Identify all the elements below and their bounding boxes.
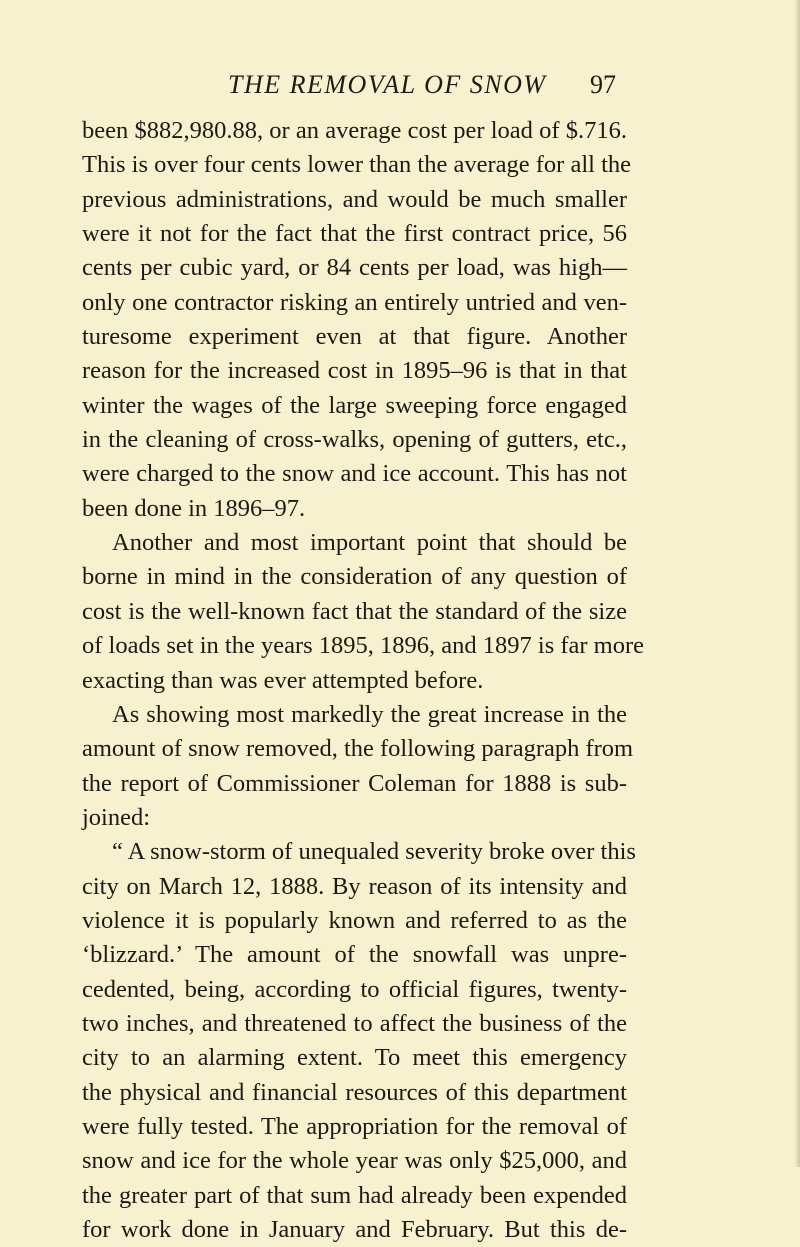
text-line: This is over four cents lower than the average for all the (82, 151, 632, 179)
text-line: were it not for the fact that the first contract price, 56 (82, 220, 627, 248)
text-line: Another and most important point that should be (112, 529, 627, 557)
paragraph (82, 835, 636, 1247)
text-line: snow and ice for the whole year was only $25,000, and (82, 1147, 627, 1175)
text-line: ‘blizzard.’ The amount of the snowfall was unpre- (82, 941, 627, 969)
text-line: “ A snow-storm of unequaled severity broke over this (112, 838, 636, 866)
text-line: winter the wages of the large sweeping force engaged (82, 391, 627, 419)
running-title: THE REMOVAL OF SNOW (228, 70, 547, 99)
text-line: for work done in January and February. But this de- (82, 1216, 627, 1243)
text-line: amount of snow removed, the following paragraph from (82, 735, 634, 763)
paragraph (82, 698, 634, 835)
page-edge (794, 0, 800, 1167)
page-number: 97 (590, 70, 616, 99)
text-line: reason for the increased cost in 1895–96 is that in that (82, 357, 627, 385)
text-line: cedented, being, according to official figures, twenty- (82, 975, 627, 1003)
text-line: exacting than was ever attempted before. (82, 666, 484, 694)
text-line: only one contractor risking an entirely untried and ven- (82, 288, 627, 316)
text-line: were fully tested. The appropriation for the removal of (82, 1112, 627, 1140)
text-line: the report of Commissioner Coleman for 1888 is sub- (82, 769, 627, 797)
paragraph (82, 526, 645, 698)
text-line: the greater part of that sum had already been expended (82, 1181, 627, 1209)
text-line: two inches, and threatened to affect the business of the (82, 1009, 627, 1037)
text-line: in the cleaning of cross-walks, opening of gutters, etc., (82, 426, 627, 454)
text-line: As showing most markedly the great increase in the (112, 700, 627, 728)
text-line: been $882,980.88, or an average cost per load of $.716. (82, 117, 627, 144)
running-head (0, 70, 800, 106)
body-text (82, 114, 645, 1247)
paragraph (82, 114, 632, 526)
text-line: city to an alarming extent. To meet this emergency (82, 1044, 627, 1072)
text-line: been done in 1896–97. (82, 494, 306, 522)
text-line: cents per cubic yard, or 84 cents per load, was high— (82, 254, 627, 282)
text-line: joined: (82, 803, 151, 831)
text-line: violence it is popularly known and referred to as the (82, 906, 627, 934)
text-line: previous administrations, and would be much smaller (82, 185, 627, 213)
text-line: were charged to the snow and ice account. This has not (82, 460, 627, 488)
text-line: borne in mind in the consideration of any question of (82, 563, 627, 591)
text-line: turesome experiment even at that figure. Another (82, 323, 627, 351)
text-line: the physical and financial resources of this department (82, 1078, 627, 1106)
text-line: cost is the well-known fact that the standard of the size (82, 597, 627, 625)
text-line: of loads set in the years 1895, 1896, and 1897 is far more (82, 632, 645, 660)
text-line: city on March 12, 1888. By reason of its intensity and (82, 872, 627, 900)
